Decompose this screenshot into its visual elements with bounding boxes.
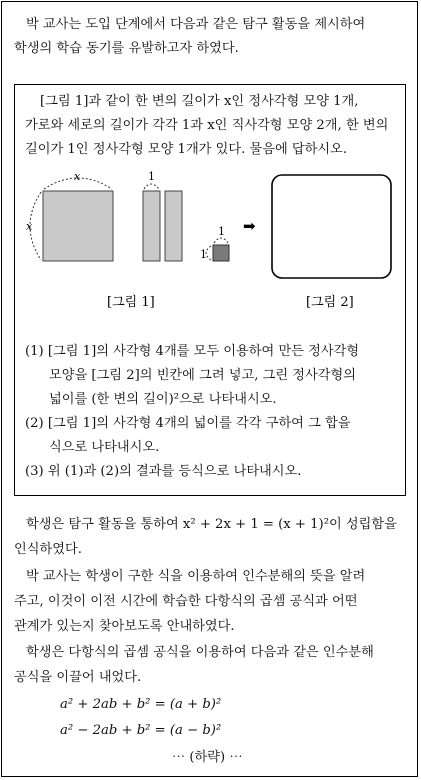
rectangle-1-by-x-b [165, 191, 182, 261]
figure-area [15, 169, 405, 319]
rectangle-1-by-x-a [143, 191, 160, 261]
activity-line-2: 가로와 세로의 길이가 각각 1과 x인 직사각형 모양 2개, 한 변의 [25, 118, 389, 133]
intro-line-2: 학생의 학습 동기를 유발하고자 하였다. [14, 41, 239, 56]
question-1-line-2: 모양을 [그림 2]의 빈칸에 그려 넣고, 그린 정사각형의 [49, 368, 356, 383]
after-line-7: 공식을 이끌어 내었다. [14, 670, 142, 685]
activity-line-3: 길이가 1인 정사각형 모양 1개가 있다. 물음에 답하시오. [25, 142, 348, 157]
question-2-line-1: (2) [그림 1]의 사각형 4개의 넓이를 각각 구하여 그 합을 [25, 416, 351, 431]
after-line-5: 관계가 있는지 찾아보도록 안내하였다. [14, 619, 235, 634]
question-2-line-2: 식으로 나타내시오. [49, 440, 160, 455]
label-x-top: x [74, 170, 81, 183]
answer-drawing-box[interactable] [272, 175, 391, 278]
intro-line-1: 박 교사는 도입 단계에서 다음과 같은 탐구 활동을 제시하여 [26, 17, 366, 32]
after-line-1: 학생은 탐구 활동을 통하여 x² + 2x + 1 = (x + 1)²이 성립함을 [26, 517, 397, 532]
factoring-formula-1: a² + 2ab + b² = (a + b)² [60, 697, 222, 712]
square-x-by-x [43, 191, 113, 261]
square-1-by-1 [213, 245, 229, 261]
activity-line-1: [그림 1]과 같이 한 변의 길이가 x인 정사각형 모양 1개, [40, 94, 359, 109]
small-top-arc [214, 238, 228, 243]
after-line-4: 주고, 이것이 이전 시간에 학습한 다항식의 곱셈 공식과 어떤 [14, 594, 358, 609]
after-line-2: 인식하였다. [14, 542, 82, 557]
figure-1-caption: [그림 1] [107, 295, 155, 310]
question-1-line-3: 넓이를 (한 변의 길이)²으로 나타내시오. [49, 392, 277, 407]
label-x-left: x [26, 220, 33, 233]
factoring-formula-2: a² − 2ab + b² = (a − b)² [60, 723, 222, 738]
after-line-6: 학생은 다항식의 곱셈 공식을 이용하여 다음과 같은 인수분해 [26, 645, 374, 660]
after-line-3: 박 교사는 학생이 구한 식을 이용하여 인수분해의 뜻을 알려 [26, 569, 366, 584]
rect-1-arc [144, 184, 159, 189]
arrow-icon: ➡ [243, 217, 256, 235]
question-3-line-1: (3) 위 (1)과 (2)의 결과를 등식으로 나타내시오. [25, 464, 302, 479]
question-1-line-1: (1) [그림 1]의 사각형 4개를 모두 이용하여 만든 정사각형 [25, 344, 360, 359]
figure-2-caption: [그림 2] [306, 295, 354, 310]
label-1-small-top: 1 [218, 225, 225, 238]
label-1-small-left: 1 [200, 248, 207, 261]
activity-box [14, 84, 406, 496]
label-1-rect: 1 [148, 170, 155, 183]
omitted-marker: ⋯ (하략) ⋯ [172, 750, 243, 765]
